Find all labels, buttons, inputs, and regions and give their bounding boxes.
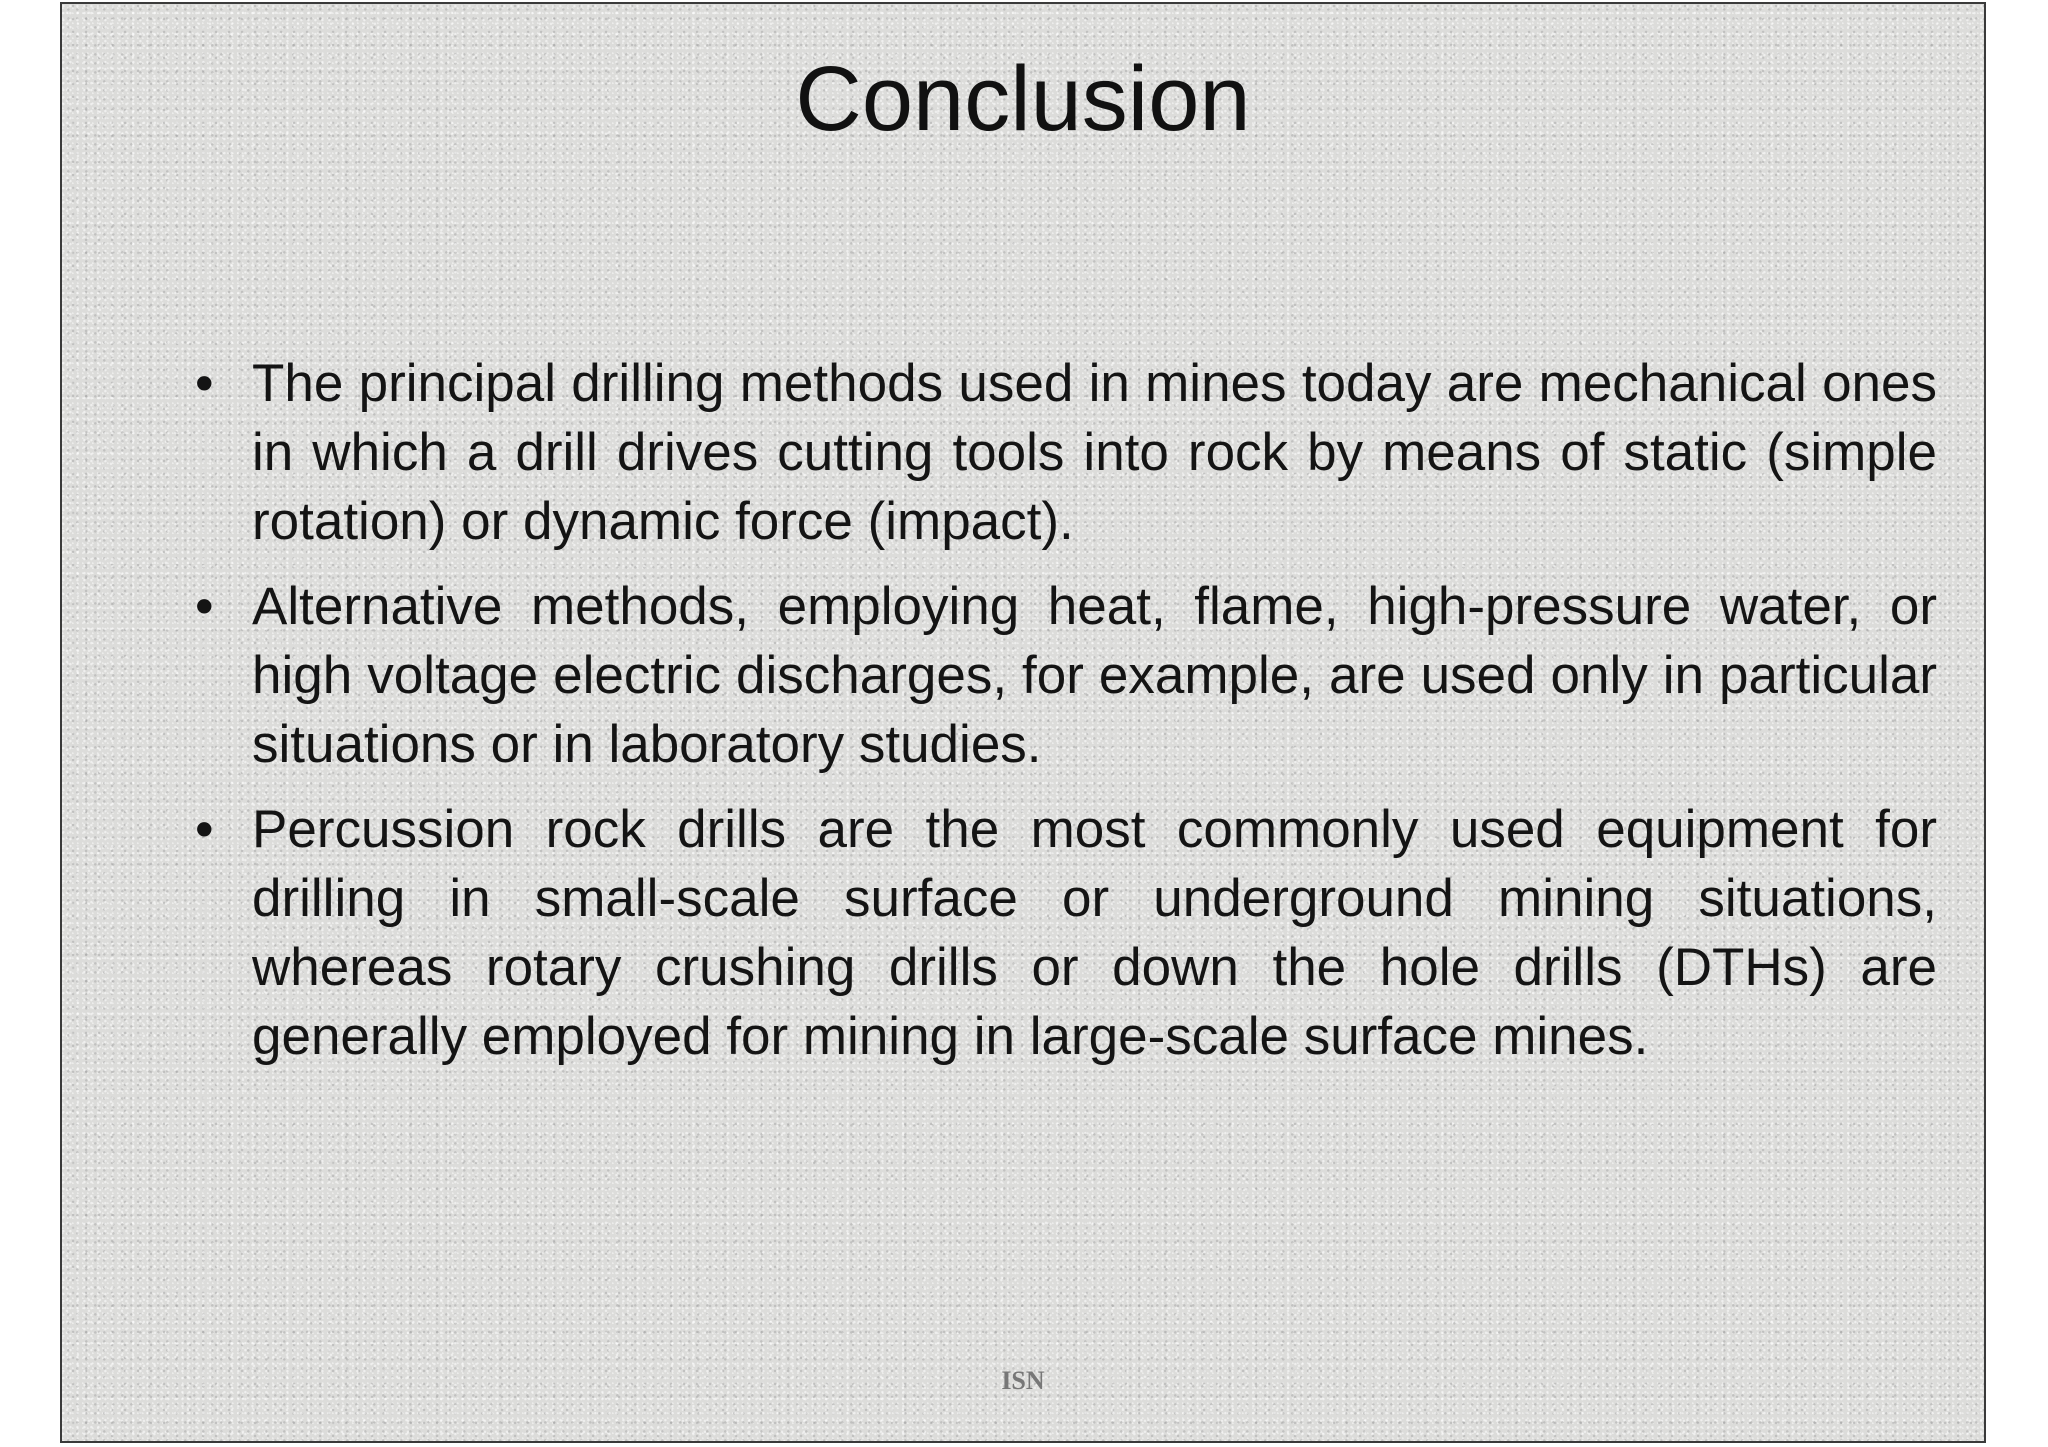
slide-title: Conclusion <box>795 48 1251 150</box>
bullet-item <box>187 572 1937 779</box>
bullet-list <box>187 349 1937 1087</box>
bullet-dot-icon: • <box>195 577 214 636</box>
bullet-item <box>187 349 1937 556</box>
bullet-dot-icon: • <box>195 800 214 859</box>
bullet-text: Alternative methods, employing heat, flame, high-pressure water, or high voltage electric discharges, for example, are used only in particular situations or in laboratory studies. <box>252 577 1937 774</box>
bullet-dot-icon: • <box>195 354 214 413</box>
bullet-item <box>187 795 1937 1071</box>
bullet-text: The principal drilling methods used in mines today are mechanical ones in which a drill drives cutting tools into rock by means of static (simple rotation) or dynamic force (impact). <box>252 354 1937 551</box>
slide <box>60 2 1986 1443</box>
footer-label: ISN <box>1001 1366 1045 1395</box>
bullet-text: Percussion rock drills are the most commonly used equipment for drilling in small-scale surface or underground mining situations, whereas rotary crushing drills or down the hole drills (DTHs) are generally employed for mining in large-scale surface mines. <box>252 800 1937 1066</box>
